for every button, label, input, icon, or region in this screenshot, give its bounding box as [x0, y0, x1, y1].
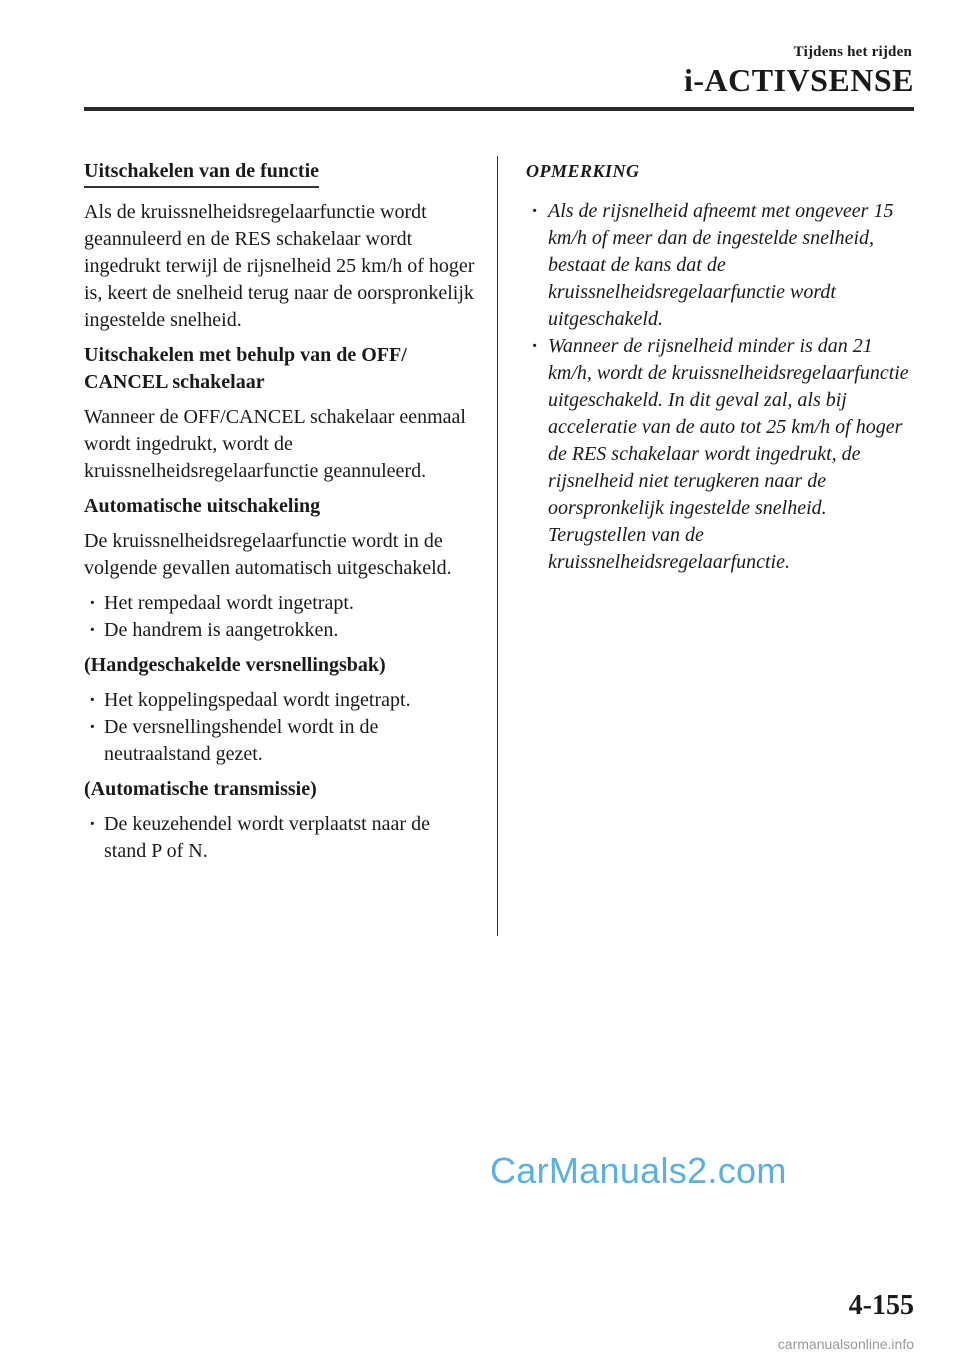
auto-disable-list	[84, 590, 476, 644]
running-header-section: Tijdens het rijden	[793, 44, 912, 60]
list-item: · De versnellingshendel wordt in de neutraalstand gezet.	[84, 714, 476, 768]
page-number: 4-155	[848, 1290, 914, 1321]
auto-disable-heading: Automatische uitschakeling	[84, 495, 321, 517]
running-header-title: i-ACTIVSENSE	[683, 62, 914, 98]
list-item: · Het rempedaal wordt ingetrapt.	[84, 590, 476, 617]
header-divider	[84, 107, 914, 111]
note-item: · Als de rijsnelheid afneemt met ongeveer 15 km/h of meer dan de ingestelde snelheid, bestaat de kans dat de kruissnelheidsregelaarfunctie wordt uitgeschakeld.	[526, 198, 916, 333]
intro-paragraph: Als de kruissnelheidsregelaarfunctie wordt geannuleerd en de RES schakelaar wordt ingedrukt terwijl de rijsnelheid 25 km/h of hoger is, keert de snelheid terug naar de oorspronkelijk ingestelde snelheid.	[84, 201, 475, 331]
note-column	[526, 158, 916, 576]
manual-transmission-list	[84, 687, 476, 768]
auto-disable-paragraph: De kruissnelheidsregelaarfunctie wordt in de volgende gevallen automatisch uitgeschakeld.	[84, 530, 452, 579]
watermark-text: CarManuals2.com	[490, 1150, 787, 1191]
note-item: · Wanneer de rijsnelheid minder is dan 21 km/h, wordt de kruissnelheidsregelaarfunctie uitgeschakeld. In dit geval zal, als bij acceleratie van de auto tot 25 km/h of hoger de RES schakelaar wordt ingedrukt, de rijsnelheid niet terugkeren naar de oorspronkelijk ingestelde snelheid. Terugstellen van de kruissnelheidsregelaarfunctie.	[526, 333, 916, 576]
note-title: OPMERKING	[526, 161, 640, 181]
note-list	[526, 198, 916, 576]
off-cancel-paragraph: Wanneer de OFF/CANCEL schakelaar eenmaal wordt ingedrukt, wordt de kruissnelheidsregelaarfunctie geannuleerd.	[84, 406, 466, 482]
list-item: · De keuzehendel wordt verplaatst naar de stand P of N.	[84, 811, 476, 865]
automatic-transmission-heading: (Automatische transmissie)	[84, 778, 317, 800]
column-divider	[497, 156, 498, 936]
left-column	[84, 158, 476, 873]
section-title: Uitschakelen van de functie	[84, 158, 319, 188]
footer-site-text: carmanualsonline.info	[777, 1336, 914, 1352]
list-item: · De handrem is aangetrokken.	[84, 617, 476, 644]
manual-transmission-heading: (Handgeschakelde versnellingsbak)	[84, 654, 386, 676]
off-cancel-heading: Uitschakelen met behulp van de OFF/ CANCEL schakelaar	[84, 344, 407, 393]
list-item: · Het koppelingspedaal wordt ingetrapt.	[84, 687, 476, 714]
automatic-transmission-list	[84, 811, 476, 865]
